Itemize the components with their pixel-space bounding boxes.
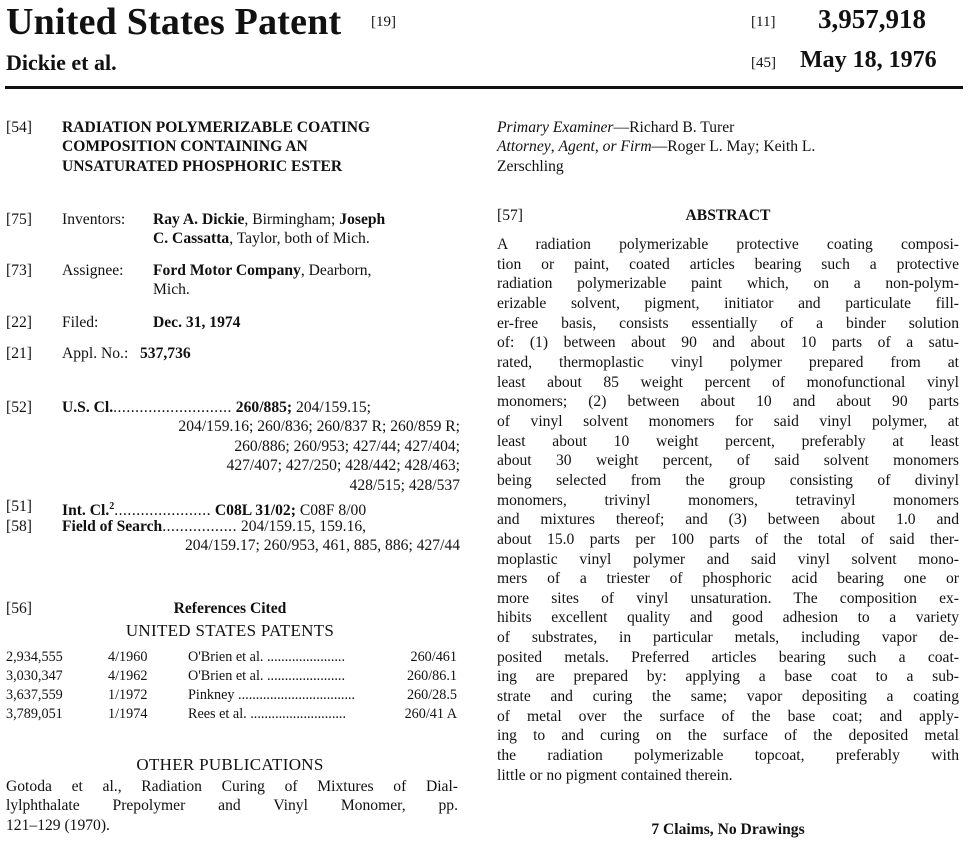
date-code: [45]: [751, 55, 776, 71]
invention-title: [62, 118, 462, 176]
uscl-line: 204/159.16; 260/836; 260/837 R; 260/859 R;: [178, 418, 460, 436]
abstract-line: monomers, trivinyl monomers, tetravinyl monomers: [497, 491, 959, 509]
appl-value: 537,736: [140, 345, 191, 362]
intcl-rest: C08F 8/00: [299, 502, 367, 520]
abstract-line: hibits excellent quality and good adhesion to a variety: [497, 609, 959, 627]
abstract-line: and mixtures thereof; and (3) between about 1.0 and: [497, 511, 959, 529]
ref-class: 260/28.5: [406, 687, 457, 703]
ref-date: 1/1974: [108, 706, 148, 722]
examiner-block: Primary Examiner—Richard B. Turer Attorney, Agent, or Firm—Roger L. May; Keith L. Zerschling: [497, 118, 959, 176]
field-code: [54]: [6, 119, 32, 136]
us-patents-heading: UNITED STATES PATENTS: [125, 621, 335, 640]
ref-number: 3,789,051: [6, 706, 63, 722]
title-line: COMPOSITION CONTAINING AN: [62, 138, 308, 156]
leader-dots: ......................: [114, 502, 211, 520]
inventor-name: C. Cassatta: [153, 230, 230, 248]
patent-date: May 18, 1976: [800, 47, 937, 73]
claims-summary: 7 Claims, No Drawings: [651, 821, 805, 838]
inventors-value: [153, 210, 473, 249]
abstract-line: least about 85 weight percent of monofunctional vinyl: [497, 373, 959, 391]
field-code: [58]: [6, 518, 32, 535]
intcl-label: Int. Cl.: [62, 502, 110, 520]
abstract-line: radiation polymerizable paint which, on a non-polym-: [497, 275, 959, 293]
abstract-line: tion or paint, coated articles bearing such a protective: [497, 255, 959, 273]
attorney-label: Agent: [558, 138, 595, 156]
filed-label: Filed:: [62, 314, 99, 331]
abstract-line: moplastic vinyl polymer and said vinyl solvent mono-: [497, 550, 959, 568]
number-code: [11]: [751, 14, 776, 30]
search-line: 204/159.17; 260/953, 461, 885, 886; 427/44: [184, 537, 460, 555]
leader-dots: ...........................: [113, 399, 232, 416]
field-code: [73]: [6, 262, 32, 279]
ref-class: 260/41 A: [404, 706, 457, 722]
abstract-line: of substrates, in particular metals, including vapor de-: [497, 629, 959, 647]
abstract-heading: ABSTRACT: [685, 207, 771, 224]
abstract-line: about 30 weight percent, of said solvent monomers: [497, 452, 959, 470]
attorney-label: or Firm: [602, 138, 652, 156]
leader-dots: .................: [162, 518, 237, 535]
abstract-line: posited metals. Preferred articles bearing such a coat-: [497, 648, 959, 666]
intcl-main: C08L 31/02;: [214, 502, 296, 520]
ref-name: O'Brien et al. ......................: [188, 668, 346, 684]
uscl-line: 204/159.15;: [296, 399, 371, 416]
title-line: RADIATION POLYMERIZABLE COATING: [62, 119, 371, 136]
authors: Dickie et al.: [6, 50, 117, 75]
field-code: [56]: [6, 600, 32, 617]
references-heading: References Cited: [173, 600, 287, 617]
field-code: [75]: [6, 211, 32, 228]
uscl-line: 427/407; 427/250; 428/442; 428/463;: [226, 457, 460, 475]
uscl-main: 260/885;: [235, 399, 293, 416]
abstract-line: mers of a triester of phosphoric acid bearing one or: [497, 570, 959, 588]
abstract-code: [57]: [497, 207, 523, 224]
filed-value: Dec. 31, 1974: [153, 314, 241, 331]
header-rule: [5, 86, 963, 89]
ref-date: 4/1962: [108, 668, 148, 684]
inventors-label: Inventors:: [62, 211, 126, 228]
publication-line: Gotoda et al., Radiation Curing of Mixtures of Dial-: [6, 778, 458, 795]
inventor-name: Ray A. Dickie: [153, 211, 245, 228]
appl-label: Appl. No.:: [62, 345, 129, 362]
publication-line: 121–129 (1970).: [6, 816, 110, 834]
assignee-name: Ford Motor Company: [153, 262, 301, 279]
abstract-line: of vinyl solvent monomers for said vinyl polymer, at: [497, 412, 959, 430]
examiner-name: —Richard B. Turer: [613, 119, 735, 136]
other-publications: [6, 777, 458, 835]
abstract-line: erizable solvent, pigment, initiator and particulate fill-: [497, 294, 959, 312]
patent-number: 3,957,918: [818, 4, 926, 34]
assignee-state: Mich.: [153, 281, 190, 299]
ref-class: 260/86.1: [406, 668, 457, 684]
ref-number: 3,637,559: [6, 687, 63, 703]
title-line: UNSATURATED PHOSPHORIC ESTER: [62, 157, 343, 175]
examiner-label: Primary Examiner: [497, 119, 614, 136]
publication-line: lylphthalate Prepolymer and Vinyl Monomer, pp.: [6, 797, 458, 815]
ref-date: 1/1972: [108, 687, 148, 703]
abstract-line: being selected from the group consisting of divinyl: [497, 471, 959, 489]
abstract-line: A radiation polymerizable protective coating composi-: [497, 236, 959, 253]
ref-number: 2,934,555: [6, 649, 63, 665]
uscl-line: 428/515; 428/537: [349, 476, 460, 494]
field-code: [51]: [6, 498, 32, 515]
uscl-label: U.S. Cl.: [62, 399, 114, 416]
attorney-name: —Roger L. May; Keith L.: [651, 138, 816, 156]
abstract-line: ing to and curing on the surface of the deposited metal: [497, 727, 959, 745]
assignee-label: Assignee:: [62, 262, 124, 279]
patent-title: United States Patent: [6, 1, 342, 43]
attorney-name-cont: Zerschling: [497, 157, 564, 175]
abstract-body: [497, 235, 959, 785]
search-label: Field of Search: [62, 518, 163, 535]
ref-name: Pinkney .................................: [188, 687, 356, 703]
uscl-line: 260/886; 260/953; 427/44; 427/404;: [234, 437, 460, 455]
other-publications-heading: OTHER PUBLICATIONS: [136, 755, 324, 774]
inventor-city: , Taylor, both of Mich.: [229, 230, 370, 248]
ref-name: O'Brien et al. ......................: [188, 649, 346, 665]
abstract-line: strate and curing the same; vapor depositing a coating: [497, 688, 959, 706]
assignee-value: [153, 261, 473, 300]
abstract-line: rated, thermoplastic vinyl polymer prepared from at: [497, 353, 959, 371]
assignee-city: , Dearborn,: [300, 262, 372, 279]
abstract-line: about 15.0 parts per 100 parts of the total of said ther-: [497, 530, 959, 548]
intcl-sup: 2: [109, 501, 115, 512]
inventor-city: , Birmingham;: [244, 211, 336, 228]
abstract-line: monomers; (2) between about 10 and about 90 parts: [497, 393, 959, 411]
ref-date: 4/1960: [108, 649, 148, 665]
field-code: [21]: [6, 345, 32, 362]
abstract-line: of metal over the surface of the base coat; and apply-: [497, 707, 959, 725]
title-code: [19]: [371, 14, 396, 30]
ref-class: 260/461: [410, 649, 457, 665]
abstract-line: least about 10 weight percent, preferably at least: [497, 432, 959, 450]
field-code: [22]: [6, 314, 32, 331]
abstract-line: er-free basis, consists essentially of a binder solution: [497, 314, 959, 332]
abstract-line: of: (1) between about 90 and about 10 parts of a satu-: [497, 334, 959, 352]
abstract-line: the radiation polymerizable topcoat, preferably with: [497, 747, 959, 765]
ref-number: 3,030,347: [6, 668, 63, 684]
abstract-line: little or no pigment contained therein.: [497, 766, 733, 784]
attorney-label: Attorney: [497, 138, 551, 156]
search-line: 204/159.15, 159.16,: [240, 518, 367, 535]
field-code: [52]: [6, 399, 32, 416]
inventor-name: Joseph: [339, 211, 386, 228]
ref-name: Rees et al. ...........................: [188, 706, 347, 722]
abstract-line: more sites of vinyl unsaturation. The composition ex-: [497, 589, 959, 607]
abstract-line: ing are prepared by: applying a base coat to a sub-: [497, 668, 959, 686]
